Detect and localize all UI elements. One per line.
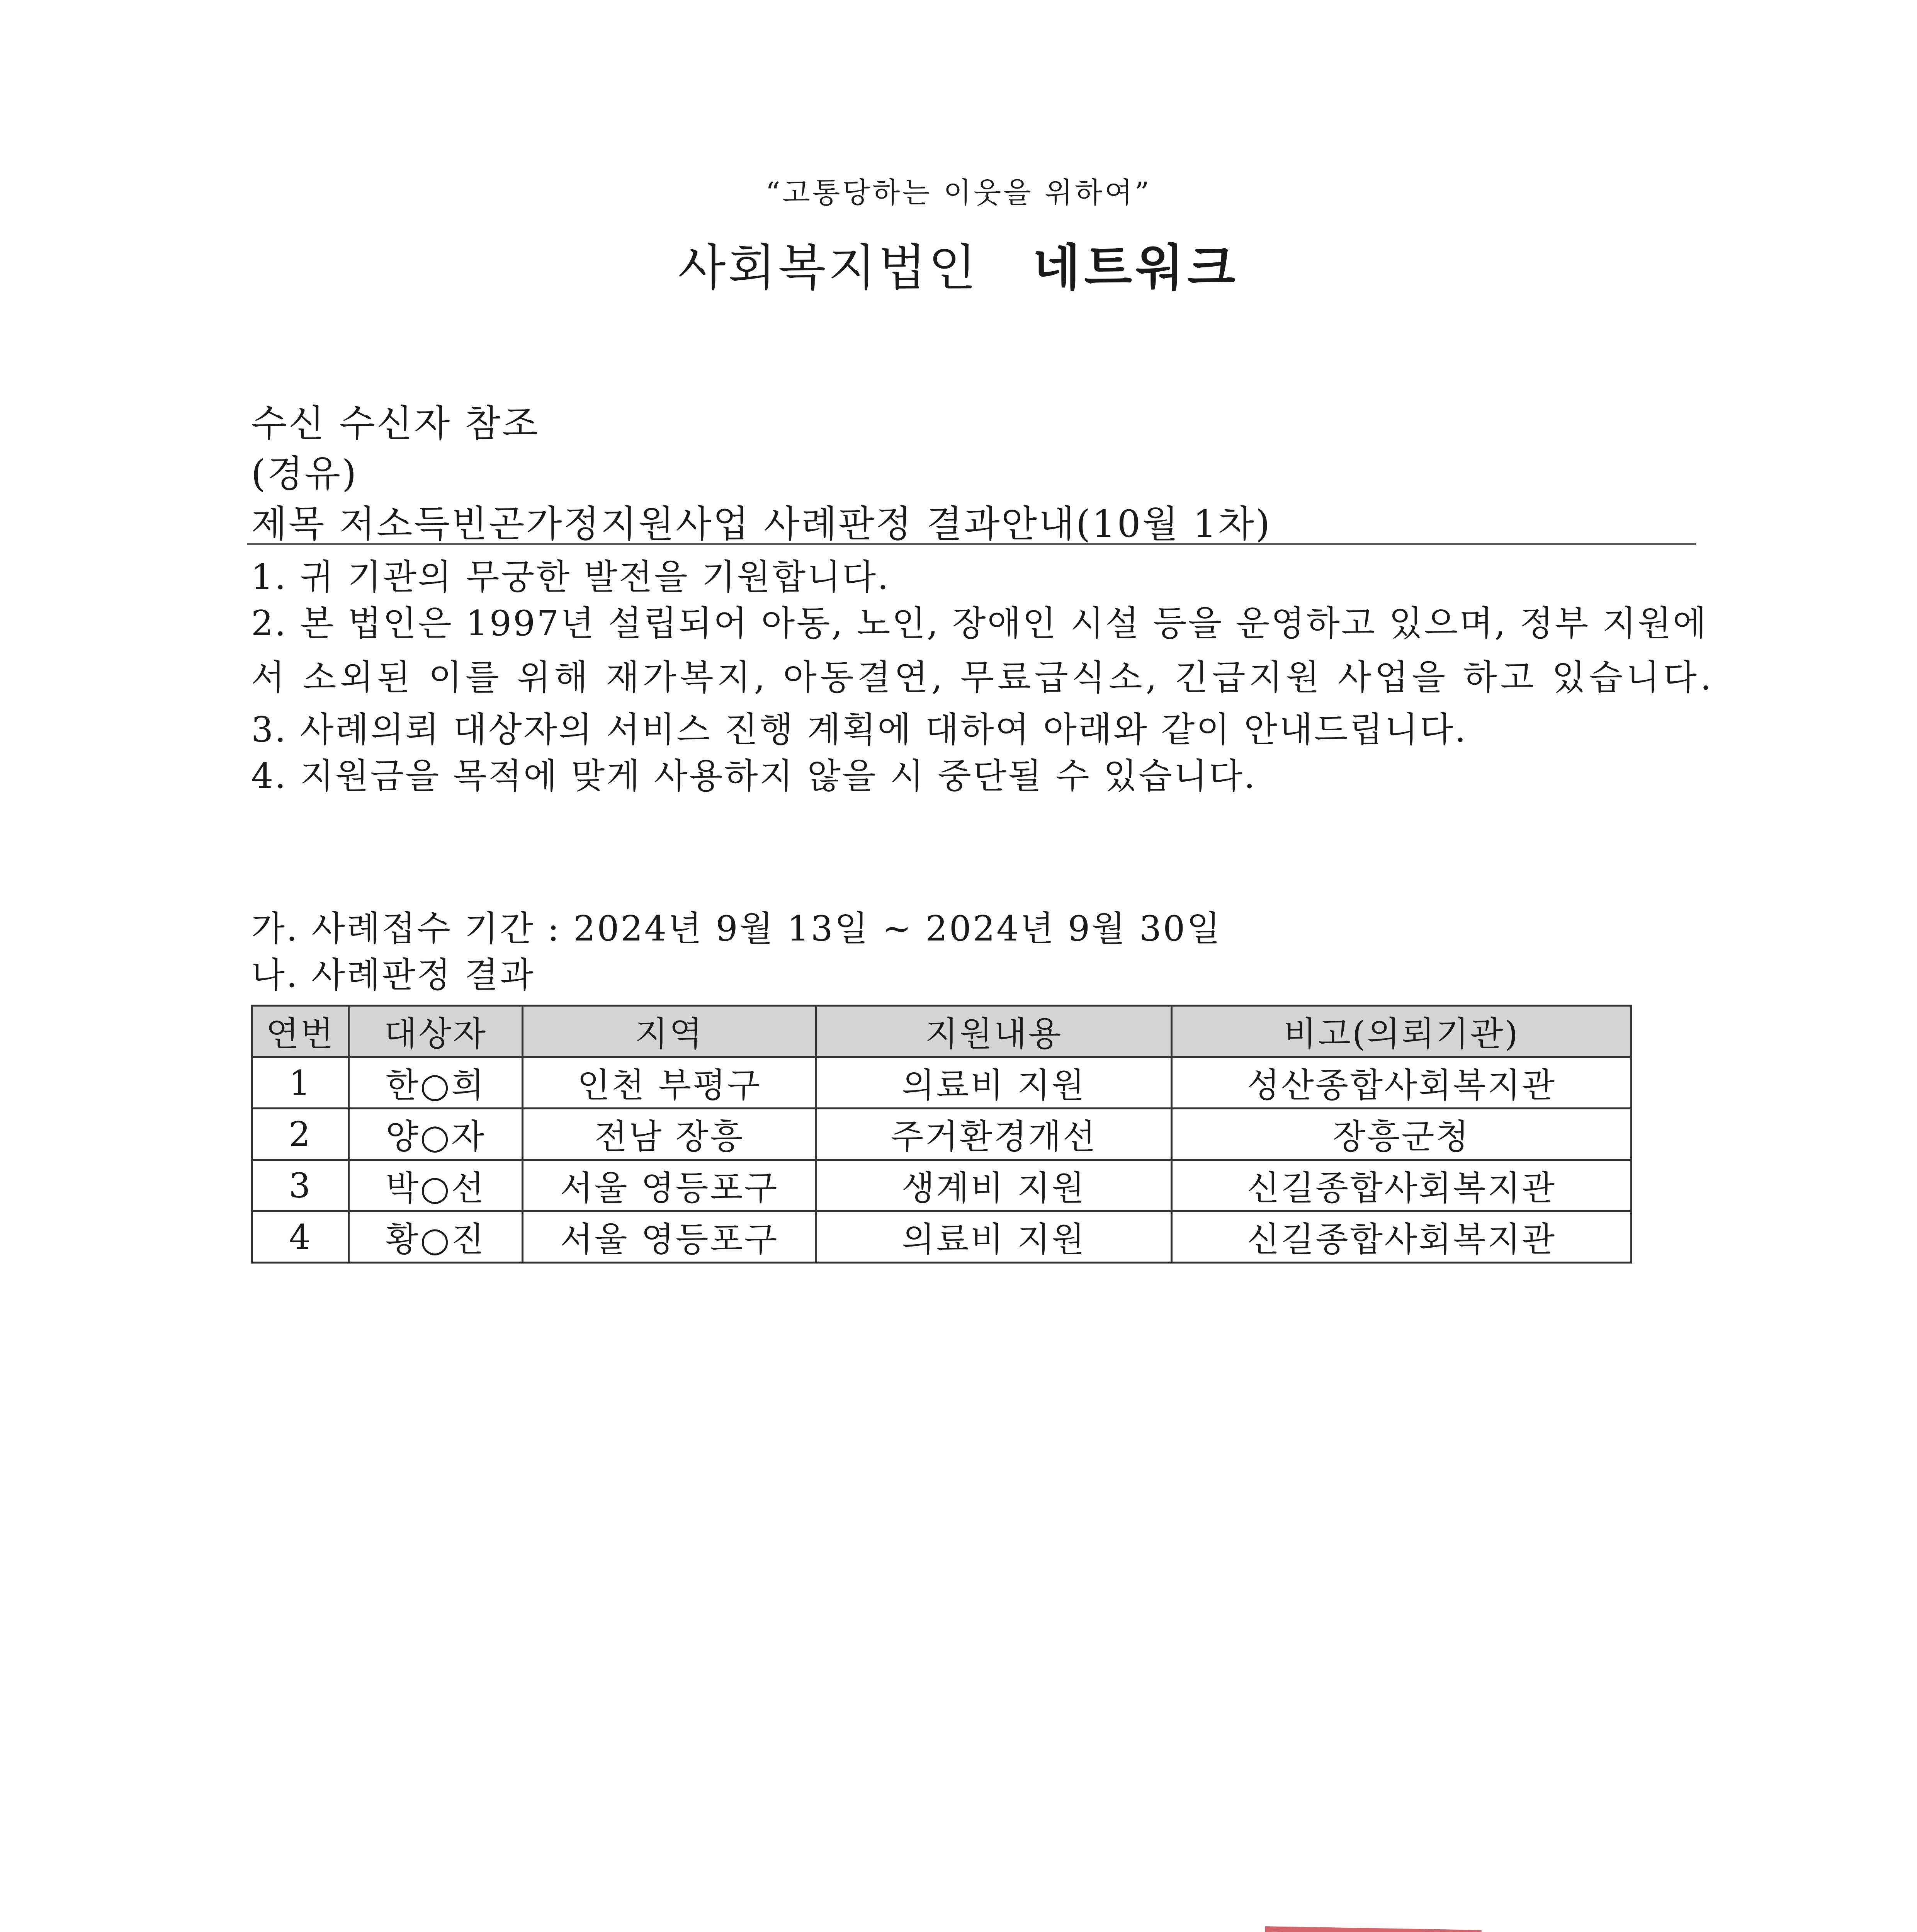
cell-remark: 성산종합사회복지관: [1172, 1057, 1631, 1109]
table-row: [252, 1057, 1631, 1109]
cell-remark: 신길종합사회복지관: [1172, 1160, 1631, 1211]
org-prefix: 사회복지법인: [678, 239, 979, 297]
paragraph-2: 2. 본 법인은 1997년 설립되어 아동, 노인, 장애인 시설 등을 운영하고 있으며, 정부 지원에: [251, 603, 1708, 644]
paragraph-2-cont: 서 소외된 이를 위해 재가복지, 아동결연, 무료급식소, 긴급지원 사업을 하고 있습니다.: [251, 657, 1715, 698]
paragraph-1: 1. 귀 기관의 무궁한 발전을 기원합니다.: [251, 557, 890, 597]
paragraph-3: 3. 사례의뢰 대상자의 서비스 진행 계획에 대하여 아래와 같이 안내드립니다.: [251, 709, 1468, 750]
header-no: 연번: [252, 1006, 349, 1057]
table-row: [252, 1160, 1631, 1211]
official-seal: [1261, 1926, 1482, 1932]
cell-subject: 박○선: [349, 1160, 523, 1211]
cell-subject: 황○진: [349, 1211, 523, 1263]
header-support: 지원내용: [816, 1006, 1172, 1057]
cell-no: 4: [252, 1211, 349, 1263]
table-header-row: [252, 1006, 1631, 1057]
header-remark: 비고(의뢰기관): [1172, 1006, 1631, 1057]
cell-region: 서울 영등포구: [523, 1160, 816, 1211]
cell-no: 1: [252, 1057, 349, 1109]
recipient-line: 수신 수신자 참조: [251, 402, 540, 445]
header-region: 지역: [523, 1006, 816, 1057]
cell-support: 주거환경개선: [816, 1109, 1172, 1160]
cell-support: 의료비 지원: [816, 1057, 1172, 1109]
cell-no: 2: [252, 1109, 349, 1160]
cell-remark: 장흥군청: [1172, 1109, 1631, 1160]
period-line: 가. 사례접수 기간 : 2024년 9월 13일 ~ 2024년 9월 30일: [251, 908, 1222, 949]
cell-region: 인천 부평구: [523, 1057, 816, 1109]
table-row: [252, 1211, 1631, 1263]
result-heading: 나. 사례판정 결과: [251, 955, 535, 995]
paragraph-4: 4. 지원금을 목적에 맞게 사용하지 않을 시 중단될 수 있습니다.: [251, 756, 1257, 796]
org-name: 네트워크: [1032, 239, 1239, 297]
cell-subject: 한○희: [349, 1057, 523, 1109]
cell-support: 생계비 지원: [816, 1160, 1172, 1211]
motto: “고통당하는 이웃을 위하여”: [765, 176, 1152, 209]
subject-divider: [247, 543, 1696, 545]
table-row: [252, 1109, 1631, 1160]
org-header: [0, 228, 1917, 299]
header-subject: 대상자: [349, 1006, 523, 1057]
subject-line: 제목 저소득빈곤가정지원사업 사례판정 결과안내(10월 1차): [251, 502, 1272, 546]
cell-remark: 신길종합사회복지관: [1172, 1211, 1631, 1263]
cell-no: 3: [252, 1160, 349, 1211]
case-result-table: [251, 1005, 1632, 1264]
cell-region: 전남 장흥: [523, 1109, 816, 1160]
cell-support: 의료비 지원: [816, 1211, 1172, 1263]
cell-region: 서울 영등포구: [523, 1211, 816, 1263]
cell-subject: 양○자: [349, 1109, 523, 1160]
via-line: (경유): [251, 452, 358, 495]
